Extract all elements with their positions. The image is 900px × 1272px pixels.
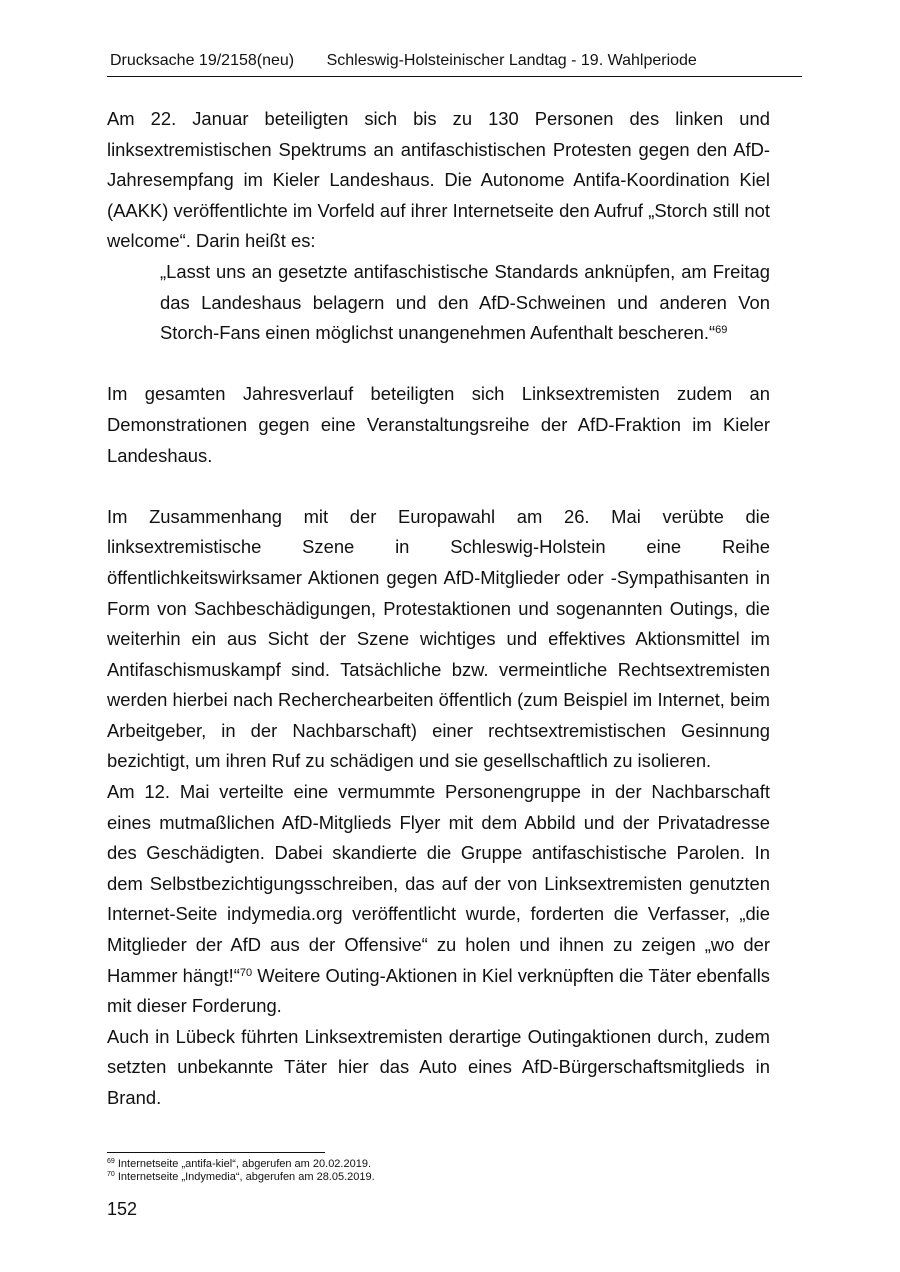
quote-block (160, 257, 770, 349)
document-id: Drucksache 19/2158(neu) (110, 52, 295, 69)
paragraph-5: Auch in Lübeck führten Linksextremisten derartige Outingaktionen durch, zudem setzten unbekannte Täter hier das Auto eines AfD-Bürgerschaftsmitglieds in Brand. (107, 1025, 770, 1108)
footnote-ref-70: 70 (239, 966, 253, 979)
paragraph-1: Am 22. Januar beteiligten sich bis zu 130 Personen des linken und linksextremistischen Spektrums an antifaschistischen Protesten gegen den AfD-Jahresempfang im Kieler Landeshaus. Die Autonome Antifa-Koordination Kiel (AAKK) veröffentlichte im Vorfeld auf ihrer Internetseite den Aufruf „Storch still not welcome“. Darin heißt es: (107, 108, 770, 252)
footnote-ref-69: 69 (715, 324, 728, 337)
footnote-item (107, 1171, 707, 1184)
paragraph-4 (107, 777, 770, 1022)
footnote-item (107, 1158, 707, 1171)
page-number: 152 (107, 1199, 138, 1219)
page-header (107, 50, 802, 77)
document-title: Schleswig-Holsteinischer Landtag - 19. Wahlperiode (326, 52, 697, 69)
paragraph-2: Im gesamten Jahresverlauf beteiligten sich Linksextremisten zudem an Demonstrationen gegen eine Veranstaltungsreihe der AfD-Fraktion im Kieler Landeshaus. (107, 383, 770, 466)
footnotes (107, 1158, 707, 1184)
footnote-separator (107, 1152, 325, 1153)
body-text (107, 104, 770, 1114)
paragraph-3: Im Zusammenhang mit der Europawahl am 26. Mai verübte die linksextremistische Szene in Schleswig-Holstein eine Reihe öffentlichkeitswirksamer Aktionen gegen AfD-Mitglieder oder -Sympathisanten in Form von Sachbeschädigungen, Protestaktionen und sogenannten Outings, die weiterhin ein aus Sicht der Szene wichtiges und effektives Aktionsmittel im Antifaschismuskampf sind. Tatsächliche bzw. vermeintliche Rechtsextremisten werden hierbei nach Recherchearbeiten öffentlich (zum Beispiel im Internet, beim Arbeitgeber, in der Nachbarschaft) einer rechtsextremistischen Gesinnung bezichtigt, um ihren Ruf zu schädigen und sie gesellschaftlich zu isolieren. (107, 505, 770, 772)
footnote-number: 70 (107, 1171, 115, 1178)
quote-text: „Lasst uns an gesetzte antifaschistische Standards anknüpfen, am Freitag das Landeshaus belagern und den AfD-Schweinen und anderen Von Storch-Fans einen möglichst unangenehmen Aufenthalt bescheren.“ (160, 260, 770, 344)
footnote-text: Internetseite „antifa-kiel“, abgerufen am 20.02.2019. (114, 1158, 372, 1170)
footnote-text: Internetseite „Indymedia“, abgerufen am 28.05.2019. (114, 1171, 375, 1183)
paragraph-4-continuation: Weitere Outing-Aktionen in Kiel verknüpften die Täter ebenfalls mit dieser Forderung. (107, 964, 770, 1017)
paragraph-4-text: Am 12. Mai verteilte eine vermummte Personengruppe in der Nachbarschaft eines mutmaßlichen AfD-Mitglieds Flyer mit dem Abbild und der Privatadresse des Geschädigten. Dabei skandierte die Gruppe antifaschistische Parolen. In dem Selbstbezichtigungsschreiben, das auf der von Linksextremisten genutzten Internet-Seite indymedia.org veröffentlicht wurde, forderten die Verfasser, „die Mitglieder der AfD aus der Offensive“ zu holen und ihnen zu zeigen „wo der Hammer hängt!“ (107, 781, 770, 986)
footnote-number: 69 (107, 1158, 115, 1165)
